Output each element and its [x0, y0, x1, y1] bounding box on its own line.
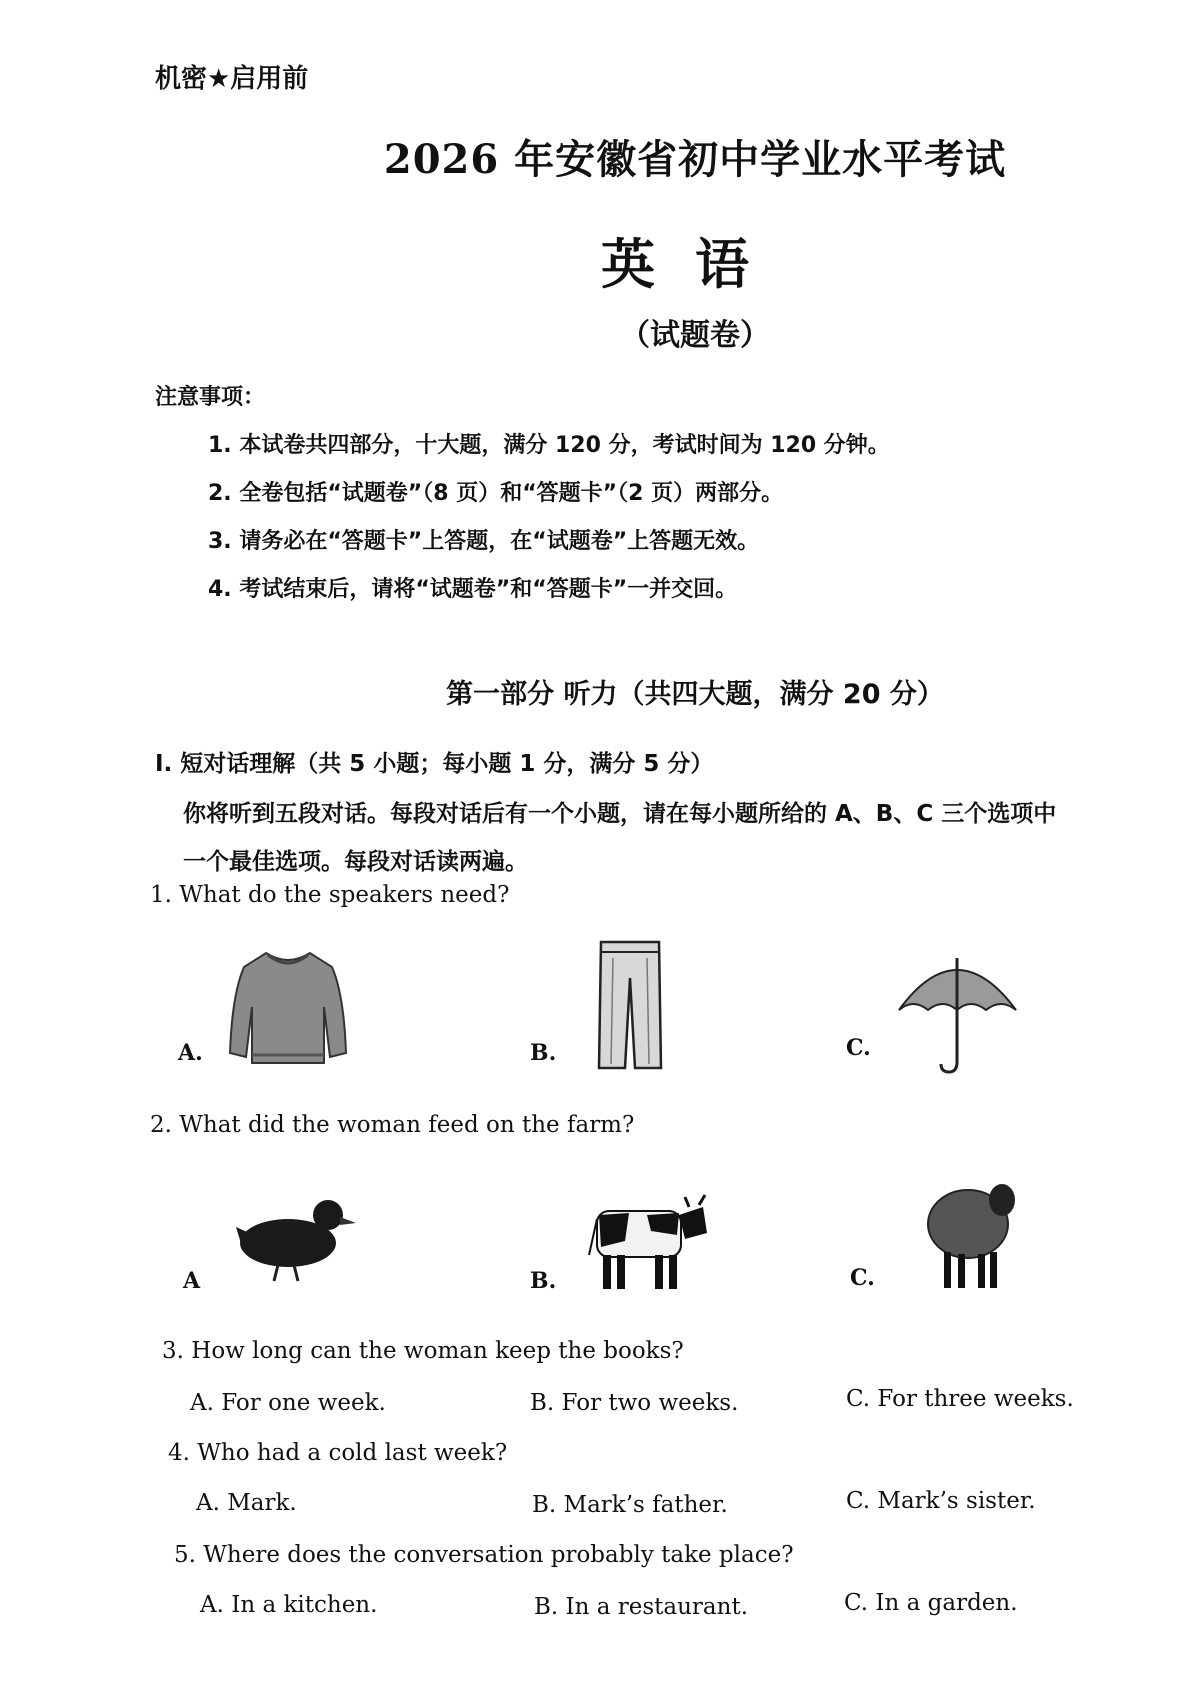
notes-title: 注意事项：: [155, 385, 266, 410]
option-text: C. In a garden.: [844, 1590, 1018, 1616]
option-text: C. Mark’s sister.: [846, 1488, 1036, 1514]
trousers-icon: [595, 938, 665, 1073]
option-label: C.: [846, 1035, 871, 1061]
option-label: C.: [850, 1265, 875, 1291]
note-item: 3. 请务必在“答题卡”上答题，在“试题卷”上答题无效。: [208, 529, 760, 554]
question-stem: 5. Where does the conversation probably take place?: [174, 1542, 794, 1568]
sweater-icon: [228, 945, 348, 1070]
option-text: A. Mark.: [196, 1490, 297, 1516]
option-text: B. For two weeks.: [530, 1390, 739, 1416]
umbrella-icon: [895, 950, 1020, 1075]
question-stem: 1. What do the speakers need?: [150, 882, 510, 908]
subject-title: 英语: [601, 233, 789, 296]
cow-icon: [585, 1185, 710, 1295]
section-title: I. 短对话理解（共 5 小题；每小题 1 分，满分 5 分）: [155, 751, 714, 777]
confidential-label: 机密★启用前: [155, 64, 309, 94]
duck-icon: [228, 1185, 358, 1285]
part-title: 第一部分 听力（共四大题，满分 20 分）: [446, 679, 944, 710]
section-instruction: 一个最佳选项。每段对话读两遍。: [183, 849, 528, 875]
option-label: B.: [530, 1268, 557, 1294]
option-label: A: [183, 1268, 201, 1294]
section-instruction: 你将听到五段对话。每段对话后有一个小题，请在每小题所给的 A、B、C 三个选项中: [183, 801, 1057, 827]
option-text: A. In a kitchen.: [200, 1592, 378, 1618]
option-text: A. For one week.: [190, 1390, 386, 1416]
option-text: C. For three weeks.: [846, 1386, 1074, 1412]
note-item: 2. 全卷包括“试题卷”（8 页）和“答题卡”（2 页）两部分。: [208, 481, 784, 506]
option-text: B. Mark’s father.: [532, 1492, 728, 1518]
paper-type: （试题卷）: [620, 318, 770, 353]
question-stem: 4. Who had a cold last week?: [168, 1440, 508, 1466]
option-text: B. In a restaurant.: [534, 1594, 749, 1620]
option-label: A.: [178, 1040, 203, 1066]
option-label: B.: [530, 1040, 557, 1066]
exam-title: 2026 年安徽省初中学业水平考试: [383, 136, 1007, 183]
note-item: 1. 本试卷共四部分，十大题，满分 120 分，考试时间为 120 分钟。: [208, 433, 890, 458]
note-item: 4. 考试结束后，请将“试题卷”和“答题卡”一并交回。: [208, 577, 738, 602]
question-stem: 3. How long can the woman keep the books?: [162, 1338, 684, 1364]
question-stem: 2. What did the woman feed on the farm?: [150, 1112, 635, 1138]
sheep-icon: [920, 1172, 1020, 1292]
